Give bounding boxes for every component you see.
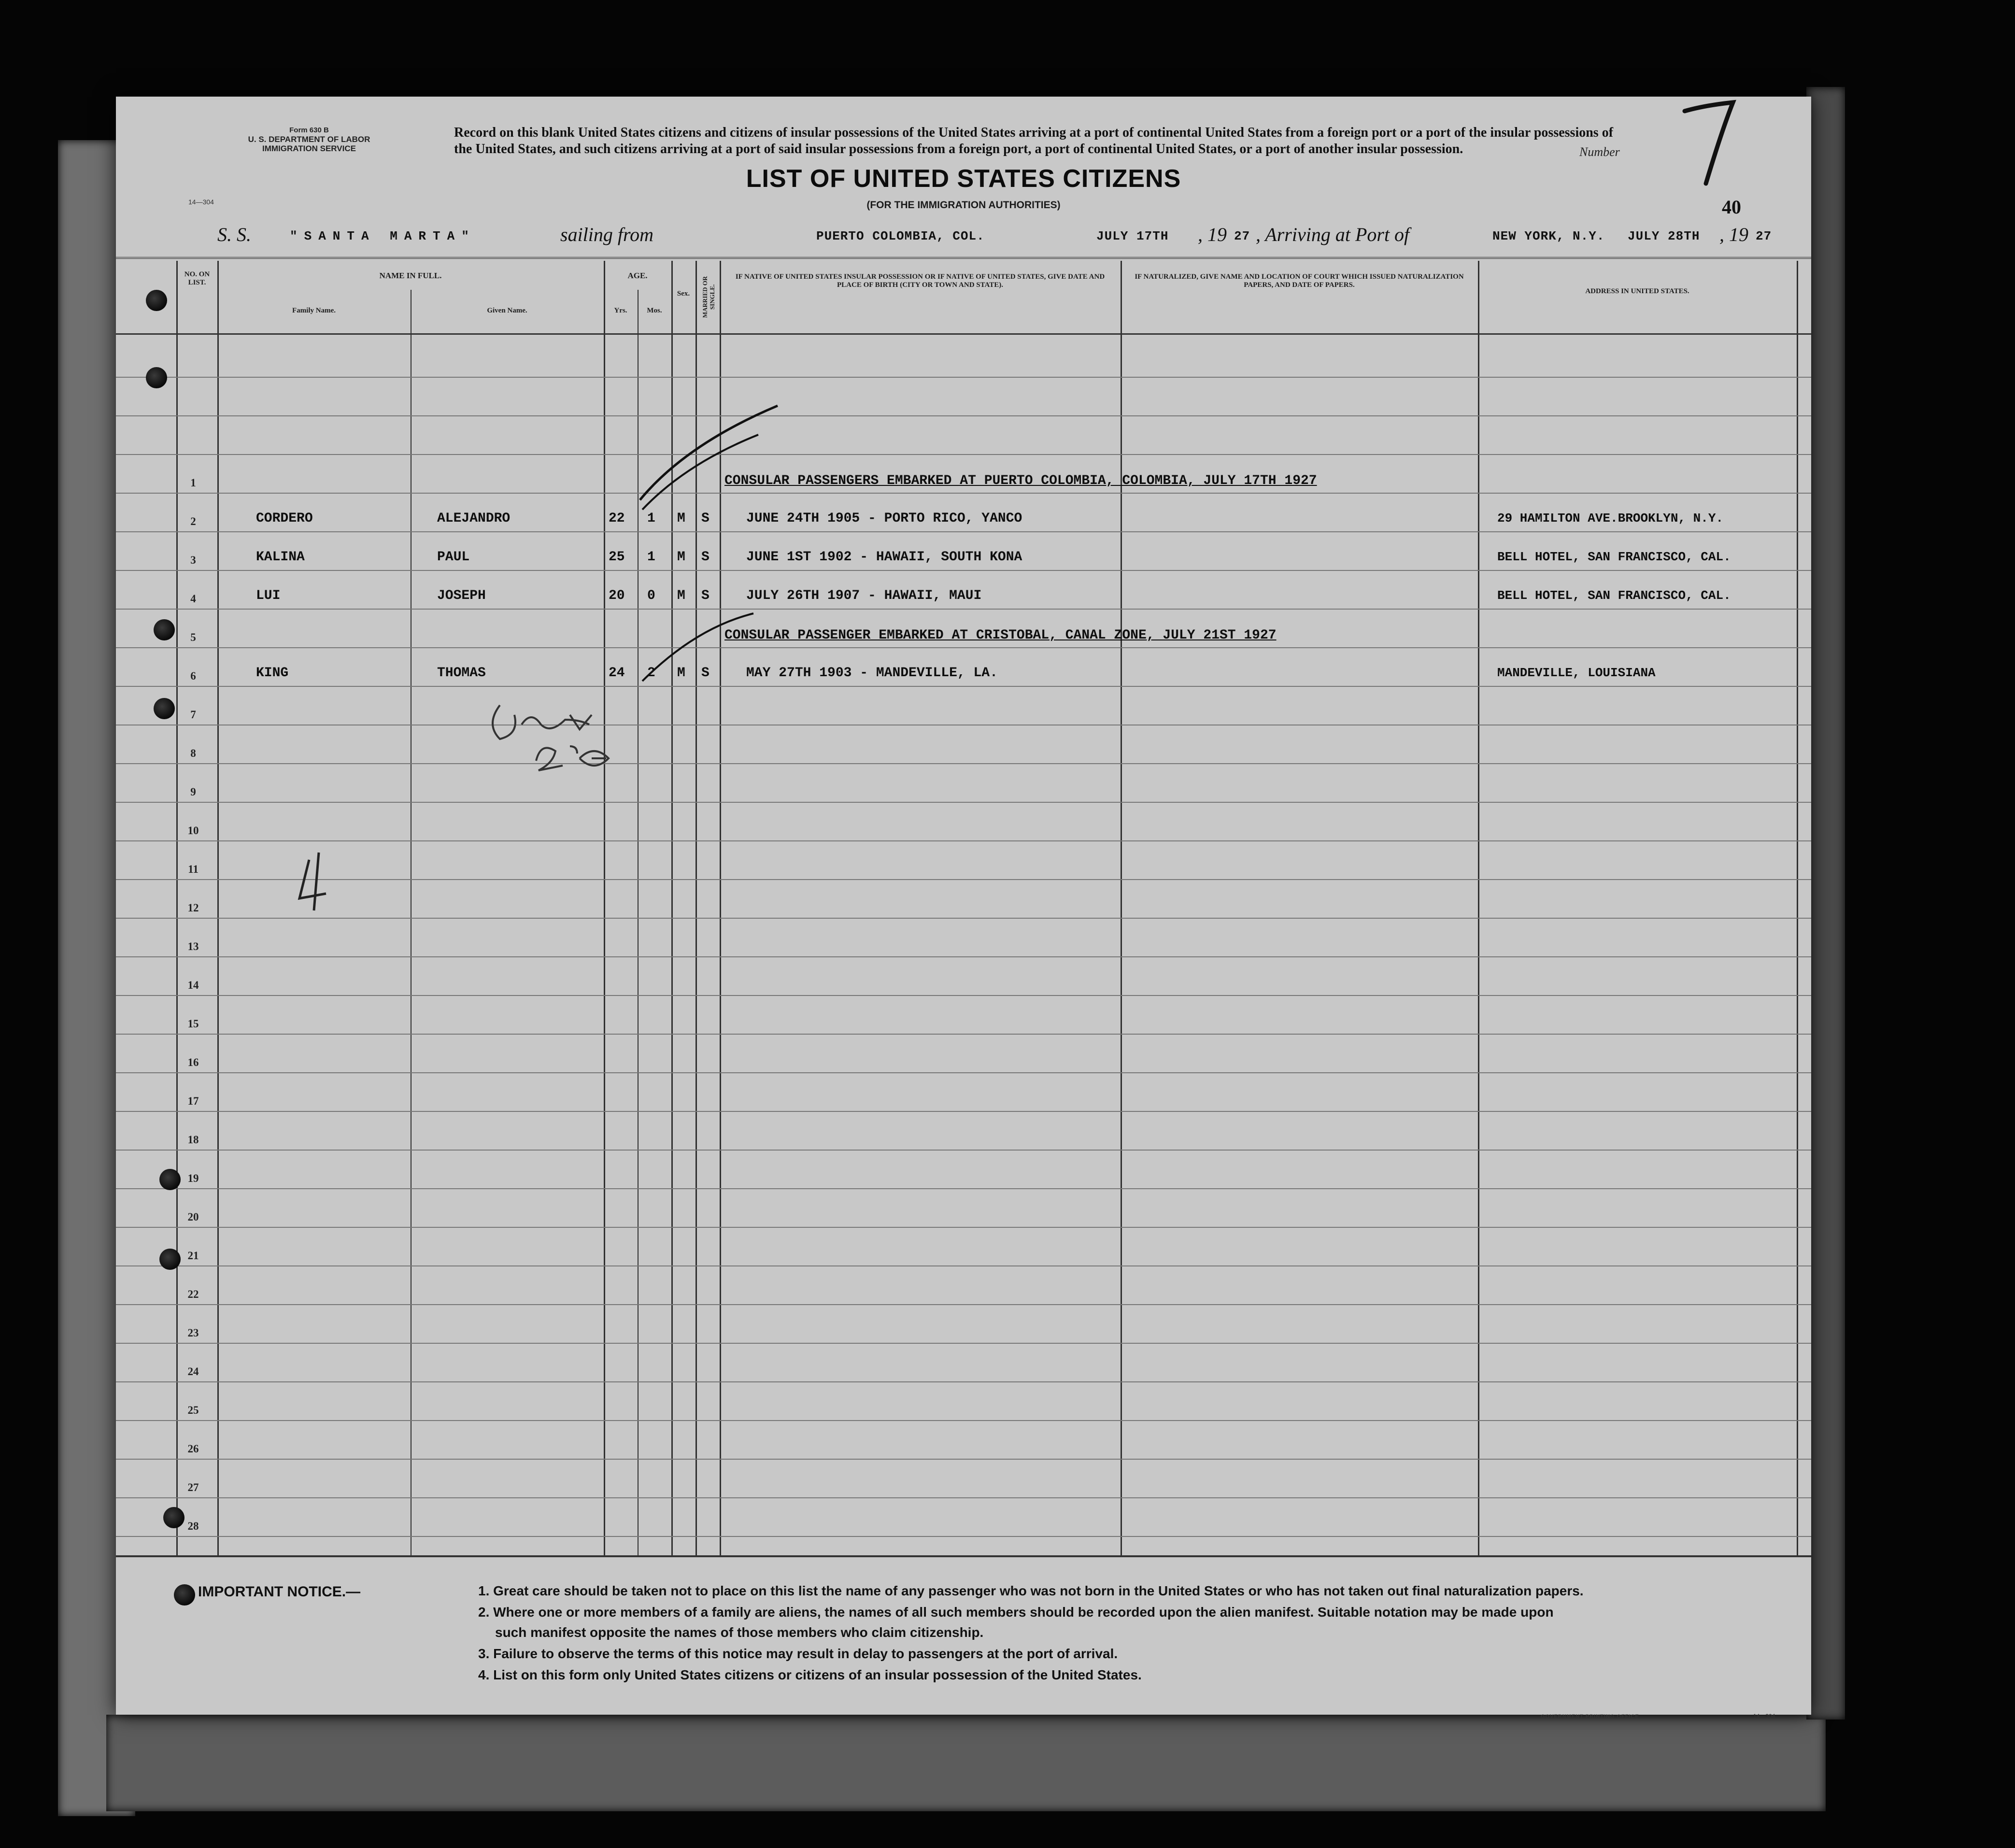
sex: M [677,550,685,565]
arrival-port: NEW YORK, N.Y. [1492,229,1605,243]
agency-line: IMMIGRATION SERVICE [262,144,356,153]
row-number: 24 [187,1365,199,1378]
given-name: PAUL [437,550,470,565]
notice-item: 4. List on this form only United States citizens or citizens of an insular possession of the United States. [478,1667,1142,1682]
column-rule [720,261,721,1555]
age-years: 20 [609,588,625,603]
row-rule [116,1265,1811,1266]
row-number: 6 [190,670,196,682]
row-rule [116,879,1811,880]
birth-info: JUNE 24TH 1905 - PORTO RICO, YANCO [746,511,1022,526]
departure-year: 27 [1234,229,1250,243]
sex: M [677,588,685,603]
row-rule [116,609,1811,610]
row-number: 23 [187,1327,199,1339]
row-number: 17 [187,1095,199,1107]
row-rule [116,802,1811,803]
row-rule [116,1420,1811,1421]
row-rule [116,493,1811,494]
binder-hole [159,1169,181,1190]
address: BELL HOTEL, SAN FRANCISCO, CAL. [1497,550,1731,564]
col-header-no: NO. ON LIST. [184,270,210,286]
binder-hole [163,1507,184,1528]
header-rule [116,257,1811,259]
arriving-label: , Arriving at Port of [1256,224,1410,245]
row-rule [116,763,1811,764]
col-header-address: ADDRESS IN UNITED STATES. [1585,287,1689,295]
underlying-page-edge [1806,87,1845,1720]
manifest-table [116,261,1811,1555]
row-number: 20 [187,1211,199,1223]
row-number: 26 [187,1443,199,1455]
row-rule [116,918,1811,919]
intro-text: Record on this blank United States citizens and citizens of insular possessions of the United States arriving at a port of continental United States from a foreign port or a port of the insular possessions of the United States, and such citizens arriving at a port of said insular possessions from a foreign port, a port of continental United States, or a port of another insular possession. [454,125,1614,156]
ss-label: S. S. [217,224,251,245]
col-header-native: IF NATIVE OF UNITED STATES INSULAR POSSESSION OR IF NATIVE OF UNITED STATES, GIVE DATE AND PLACE OF BIRTH (CITY OR TOWN AND STATE). [735,273,1105,289]
col-header-family: Family Name. [292,307,336,314]
row-number: 14 [187,979,199,991]
printer-code: 14—304 [1753,1713,1775,1720]
ship-name: "SANTA MARTA" [290,229,476,243]
given-name: THOMAS [437,666,486,681]
row-rule [116,1072,1811,1073]
departure-port: PUERTO COLOMBIA, COL. [816,229,985,243]
column-rule [217,261,219,1555]
col-header-mos: Mos. [647,307,662,314]
departure-date: JULY 17TH [1096,229,1169,243]
row-rule [116,647,1811,648]
row-rule [116,531,1811,532]
row-number: 2 [190,515,196,527]
manifest-page [116,97,1811,1720]
header-bottom-rule [116,333,1811,335]
agency-line: U. S. DEPARTMENT OF LABOR [248,135,370,144]
row-number: 18 [187,1134,199,1146]
column-rule [411,290,412,1555]
row-number: 3 [190,554,196,566]
row-rule [116,840,1811,841]
binder-hole [154,698,175,719]
notice-item-cont: such manifest opposite the names of those members who claim citizenship. [495,1625,984,1640]
age-years: 25 [609,550,625,565]
marital-status: S [701,550,710,565]
year-prefix: , 19 [1198,224,1227,245]
row-rule [116,1111,1811,1112]
column-rule [695,261,697,1555]
col-header-naturalized: IF NATURALIZED, GIVE NAME AND LOCATION OF COURT WHICH ISSUED NATURALIZATION PAPERS, AND DATE OF PAPERS. [1135,273,1464,289]
sex: M [677,511,685,526]
family-name: CORDERO [256,511,313,526]
col-header-sex: Sex. [677,290,690,298]
row-number: 28 [187,1520,199,1532]
age-years: 22 [609,511,625,526]
section-heading: CONSULAR PASSENGERS EMBARKED AT PUERTO COLOMBIA, COLOMBIA, JULY 17TH 1927 [724,473,1317,488]
sex: M [677,666,685,681]
form-code: 14—304 [188,198,214,206]
binder-hole [174,1584,195,1606]
voyage-line [217,223,1806,252]
binder-hole [154,619,175,640]
number-label: Number [1579,145,1620,159]
table-bottom-rule [116,1555,1811,1557]
row-number: 5 [190,631,196,643]
birth-info: MAY 27TH 1903 - MANDEVILLE, LA. [746,666,998,681]
year-prefix: , 19 [1719,224,1748,245]
notice-item: 2. Where one or more members of a family are aliens, the names of all such members should be recorded upon the alien manifest. Suitable notation may be made upon [478,1605,1554,1620]
col-header-given: Given Name. [487,307,527,314]
row-number: 19 [187,1172,199,1184]
row-rule [116,1381,1811,1382]
row-number: 11 [188,863,199,875]
row-rule [116,1227,1811,1228]
marital-status: S [701,588,710,603]
page-number: 40 [1722,196,1741,218]
row-number: 13 [187,940,199,952]
row-number: 12 [187,902,199,914]
age-months: 2 [647,666,655,681]
row-rule [116,1536,1811,1537]
marital-status: S [701,511,710,526]
column-rule [176,261,178,1555]
column-rule [671,261,673,1555]
arrival-date: JULY 28TH [1628,229,1700,243]
col-header-yrs: Yrs. [614,307,627,314]
address: BELL HOTEL, SAN FRANCISCO, CAL. [1497,588,1731,603]
row-rule [116,1188,1811,1189]
row-rule [116,956,1811,957]
row-rule [116,1150,1811,1151]
arrival-year: 27 [1756,229,1772,243]
row-number: 21 [187,1250,199,1262]
column-rule [1797,261,1798,1555]
section-heading: CONSULAR PASSENGER EMBARKED AT CRISTOBAL, CANAL ZONE, JULY 21ST 1927 [724,628,1277,643]
col-header-age: AGE. [627,271,648,280]
row-rule [116,415,1811,416]
birth-info: JULY 26TH 1907 - HAWAII, MAUI [746,588,982,603]
notice-item: 3. Failure to observe the terms of this notice may result in delay to passengers at the port of arrival. [478,1646,1118,1661]
given-name: JOSEPH [437,588,486,603]
binder-hole [146,290,167,311]
row-rule [116,995,1811,996]
column-rule [604,261,605,1555]
notice-lead: IMPORTANT NOTICE.— [198,1584,361,1600]
handwritten-marks [116,261,1811,1555]
family-name: KALINA [256,550,305,565]
col-header-married: MARRIED OR SINGLE. [701,276,716,318]
column-rule [1478,261,1479,1555]
row-number: 1 [190,477,196,489]
binder-hole [159,1249,181,1270]
address: MANDEVILLE, LOUISIANA [1497,666,1656,680]
row-number: 7 [190,709,196,721]
underlying-page-edge [106,1715,1826,1811]
row-number: 15 [187,1018,199,1030]
col-header-name: NAME IN FULL. [379,271,442,280]
marital-status: S [701,666,710,681]
age-months: 1 [647,511,655,526]
row-number: 10 [187,824,199,837]
age-years: 24 [609,666,625,681]
agency-block [208,126,411,153]
form-number: Form 630 B [289,126,329,134]
page-subtitle: (FOR THE IMMIGRATION AUTHORITIES) [866,199,1061,211]
row-rule [116,454,1811,455]
printer-imprint: GOVERNMENT PRINTING OFFICE [1541,1714,1639,1720]
row-number: 8 [190,747,196,759]
binder-hole [146,367,167,388]
column-rule [638,290,639,1555]
row-number: 9 [190,786,196,798]
birth-info: JUNE 1ST 1902 - HAWAII, SOUTH KONA [746,550,1022,565]
family-name: KING [256,666,289,681]
sailing-label: sailing from [560,224,653,245]
row-number: 22 [187,1288,199,1300]
row-number: 16 [187,1056,199,1068]
row-number: 25 [187,1404,199,1416]
age-months: 1 [647,550,655,565]
given-name: ALEJANDRO [437,511,511,526]
row-rule [116,1497,1811,1498]
family-name: LUI [256,588,281,603]
row-rule [116,1304,1811,1305]
row-rule [116,1459,1811,1460]
column-rule [1121,261,1122,1555]
row-rule [116,686,1811,687]
row-number: 4 [190,593,196,605]
row-rule [116,570,1811,571]
notice-item: 1. Great care should be taken not to place on this list the name of any passenger who was not born in the United States or who has not taken out final naturalization papers. [478,1583,1584,1598]
row-rule [116,377,1811,378]
page-title: LIST OF UNITED STATES CITIZENS [746,165,1181,193]
row-rule [116,1343,1811,1344]
row-rule [116,1034,1811,1035]
age-months: 0 [647,588,655,603]
row-number: 27 [187,1481,199,1493]
address: 29 HAMILTON AVE.BROOKLYN, N.Y. [1497,511,1724,526]
